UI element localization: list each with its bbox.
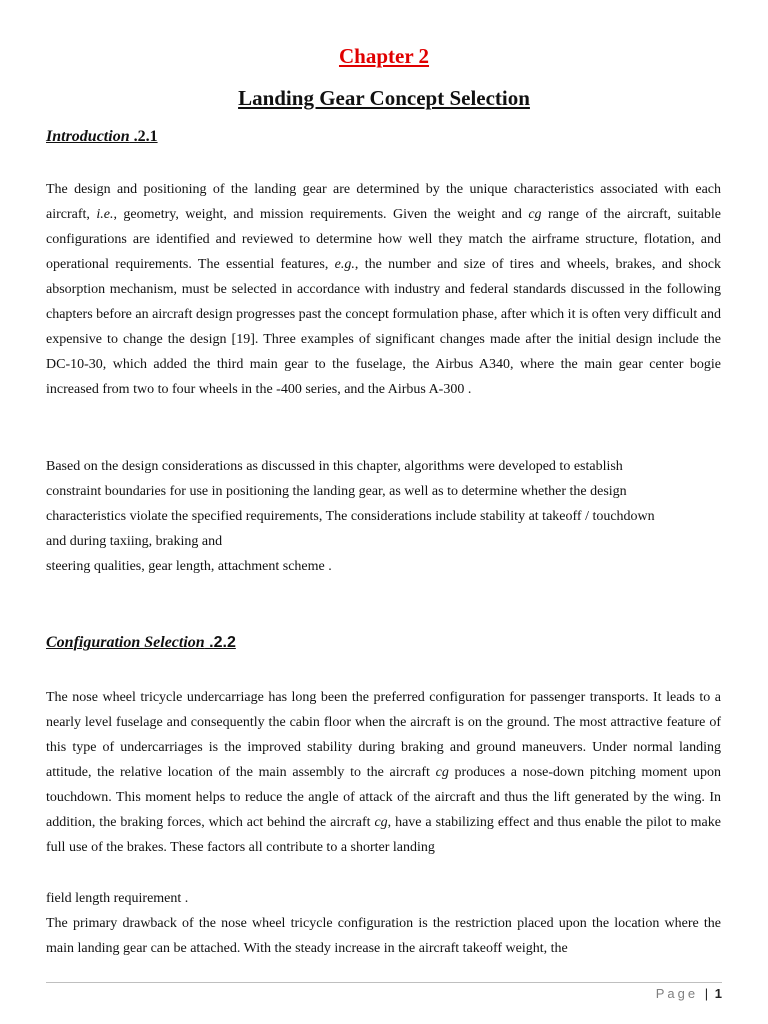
page-footer [656, 986, 722, 1001]
paragraph-line: field length requirement . [46, 891, 189, 906]
paragraph-line: and during taxiing, braking and [46, 534, 223, 549]
paragraph-line: steering qualities, gear length, attachment scheme . [46, 559, 332, 574]
section-heading-number: .2.2 [204, 634, 236, 651]
configuration-paragraph-1: The nose wheel tricycle undercarriage has long been the preferred configuration for passenger transports. It leads to a nearly level fuselage and consequently the cabin floor when the aircraft is on the ground. The most attractive feature of this type of undercarriages is the improved stability during braking and ground maneuvers. Under normal landing attitude, the relative location of the main assembly to the aircraft cg produces a nose-down pitching moment upon touchdown. This moment helps to reduce the angle of attack of the aircraft and thus the lift generated by the wing. In addition, the braking forces, which act behind the aircraft cg, have a stabilizing effect and thus enable the pilot to make full use of the brakes. These factors all contribute to a shorter landing [46, 690, 722, 855]
section-heading-configuration-selection [46, 634, 236, 652]
chapter-label: Chapter 2 [338, 44, 430, 68]
paragraph-line: constraint boundaries for use in positioning the landing gear, as well as to determine whether the design [46, 484, 627, 499]
page-number: 1 [714, 986, 722, 1001]
introduction-paragraph-1: The design and positioning of the landing gear are determined by the unique characteristics associated with each aircraft, i.e., geometry, weight, and mission requirements. Given the weight and cg range of the aircraft, suitable configurations are identified and reviewed to determine how well they match the airframe structure, flotation, and operational requirements. The essential features, e.g., the number and size of tires and wheels, brakes, and shock absorption mechanism, must be selected in accordance with industry and federal standards discussed in the following chapters before an aircraft design progresses past the concept formulation phase, after which it is often very difficult and expensive to change the design [19]. Three examples of significant changes made after the initial design include the DC-10-30, which added the third main gear to the fuselage, the Airbus A340, where the main gear center bogie increased from two to four wheels in the -400 series, and the Airbus A-300 . [46, 182, 721, 397]
paragraph-line: Based on the design considerations as discussed in this chapter, algorithms were developed to establish [46, 459, 623, 474]
section-heading-text: Configuration Selection [46, 634, 205, 651]
configuration-paragraph-2: The primary drawback of the nose wheel tricycle configuration is the restriction placed upon the location where the main landing gear can be attached. With the steady increase in the aircraft takeoff weight, the [46, 916, 721, 956]
chapter-title: Landing Gear Concept Selection [238, 86, 530, 110]
section-heading-number: .2.1 [129, 128, 158, 145]
page-word: Page [655, 986, 699, 1001]
page-separator: | [704, 986, 709, 1001]
paragraph-line: characteristics violate the specified requirements, The considerations include stability at takeoff / touchdown [46, 509, 655, 524]
section-heading-text: Introduction [46, 128, 130, 145]
footer-divider [46, 982, 722, 983]
section-heading-introduction [46, 128, 158, 146]
